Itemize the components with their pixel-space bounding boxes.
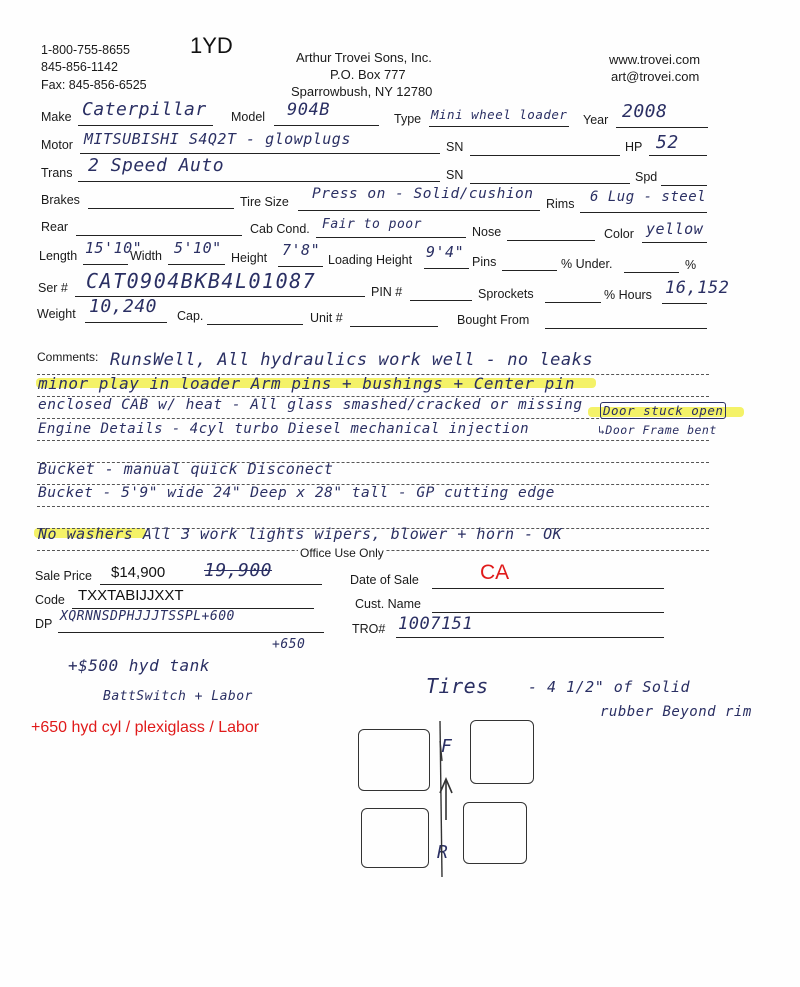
hp-label: HP (625, 140, 643, 154)
sale-price-label: Sale Price (35, 569, 92, 583)
door-stuck-note: Door stuck open (600, 402, 726, 419)
dp-extra: +650 (272, 637, 306, 652)
dp-label: DP (35, 617, 53, 631)
code-label: Code (35, 593, 65, 607)
company-city: Sparrowbush, NY 12780 (291, 84, 433, 99)
model-value: 904B (287, 100, 330, 120)
comment-line-6: Bucket - manual quick Disconect (38, 460, 334, 478)
comments-label: Comments: (37, 350, 99, 364)
company-name: Arthur Trovei Sons, Inc. (296, 50, 432, 65)
color-label: Color (604, 227, 634, 241)
year-value: 2008 (622, 101, 668, 122)
po-box: P.O. Box 777 (330, 67, 406, 82)
company-website: www.trovei.com (609, 52, 701, 67)
make-label: Make (41, 110, 72, 124)
comment-line-3: enclosed CAB w/ heat - All glass smashed/cracked or missing (38, 397, 583, 413)
make-value: Caterpillar (82, 99, 207, 120)
pct-hours-label: % Hours (604, 288, 652, 302)
motor-label: Motor (41, 138, 73, 152)
width-label: Width (130, 249, 162, 263)
front-marker: F (441, 736, 453, 757)
sprockets-label: Sprockets (478, 287, 534, 301)
spd-label: Spd (635, 170, 658, 184)
sale-price-value: $14,900 (111, 564, 166, 581)
pct-under-label: % Under. (561, 257, 613, 271)
tire-size-label: Tire Size (240, 195, 289, 209)
direction-arrow-icon (430, 715, 470, 880)
trans-sn-label: SN (446, 168, 464, 182)
motor-value: MITSUBISHI S4Q2T - glowplugs (84, 130, 351, 148)
tire-front-right (470, 720, 534, 784)
rims-label: Rims (546, 197, 575, 211)
red-note: +650 hyd cyl / plexiglass / Labor (31, 719, 260, 736)
dp-value: XQRNNSDPHJJJTSSPL+600 (60, 609, 235, 624)
rear-label: Rear (41, 220, 69, 234)
pin-label: PIN # (371, 285, 403, 299)
length-value: 15'10" (85, 239, 143, 257)
pins-label: Pins (472, 255, 497, 269)
tires-title: Tires (426, 674, 489, 698)
year-label: Year (583, 113, 609, 127)
tires-note-1: - 4 1/2" of Solid (528, 678, 691, 696)
cab-cond-label: Cab Cond. (250, 222, 310, 236)
tire-rear-right (463, 802, 527, 864)
loading-height-value: 9'4" (426, 243, 465, 261)
rims-value: 6 Lug - steel (590, 189, 707, 205)
model-label: Model (231, 110, 266, 124)
tro-value: 1007151 (398, 614, 474, 634)
serial-value: CAT0904BKB4L01087 (86, 269, 317, 293)
door-frame-note: ↳Door Frame bent (598, 423, 717, 437)
phone-2: 845-856-1142 (41, 60, 118, 74)
trans-value: 2 Speed Auto (88, 155, 225, 176)
office-use-label: Office Use Only (300, 546, 384, 560)
weight-value: 10,240 (89, 296, 158, 317)
weight-label: Weight (37, 307, 76, 321)
height-value: 7'8" (282, 241, 321, 259)
pct-label: % (685, 258, 697, 272)
rear-marker: R (437, 842, 449, 863)
type-label: Type (394, 112, 422, 126)
stamp-1yd: 1YD (190, 33, 233, 58)
length-label: Length (39, 249, 78, 263)
tro-label: TRO# (352, 622, 386, 636)
hours-value: 16,152 (665, 278, 730, 298)
battswitch-note: BattSwitch + Labor (103, 689, 253, 704)
comment-line-4: Engine Details - 4cyl turbo Diesel mechanical injection (38, 421, 530, 437)
code-value: TXXTABIJJXXT (78, 587, 184, 604)
comment-line-9: No washers All 3 work lights wipers, blower + horn - OK (38, 525, 563, 543)
width-value: 5'10" (174, 239, 222, 257)
brakes-label: Brakes (41, 193, 80, 207)
comment-line-1: RunsWell, All hydraulics work well - no leaks (110, 350, 594, 370)
type-value: Mini wheel loader (431, 107, 568, 122)
hp-value: 52 (656, 132, 679, 153)
cap-label: Cap. (177, 309, 204, 323)
color-value: yellow (646, 220, 704, 238)
nose-label: Nose (472, 225, 502, 239)
serial-label: Ser # (38, 281, 68, 295)
sale-price-crossed: 19,900 (204, 560, 273, 581)
tire-rear-left (361, 808, 429, 868)
date-of-sale-label: Date of Sale (350, 573, 419, 587)
height-label: Height (231, 251, 268, 265)
date-of-sale-value: CA (480, 561, 510, 584)
cust-name-label: Cust. Name (355, 597, 421, 611)
cab-cond-value: Fair to poor (322, 217, 422, 232)
bought-from-label: Bought From (457, 313, 530, 327)
unit-label: Unit # (310, 311, 343, 325)
tire-size-value: Press on - Solid/cushion (312, 186, 534, 202)
tire-front-left (358, 729, 430, 791)
phone-1: 1-800-755-8655 (41, 43, 130, 57)
hyd-tank-note: +$500 hyd tank (68, 656, 210, 675)
comment-line-7: Bucket - 5'9" wide 24" Deep x 28" tall - GP cutting edge (38, 485, 555, 501)
motor-sn-label: SN (446, 140, 464, 154)
company-email: art@trovei.com (611, 69, 700, 84)
trans-label: Trans (41, 166, 73, 180)
loading-height-label: Loading Height (328, 253, 413, 267)
fax-number: Fax: 845-856-6525 (41, 78, 147, 92)
comment-line-2: minor play in loader Arm pins + bushings + Center pin (38, 374, 576, 393)
tires-note-2: rubber Beyond rim (600, 704, 752, 720)
